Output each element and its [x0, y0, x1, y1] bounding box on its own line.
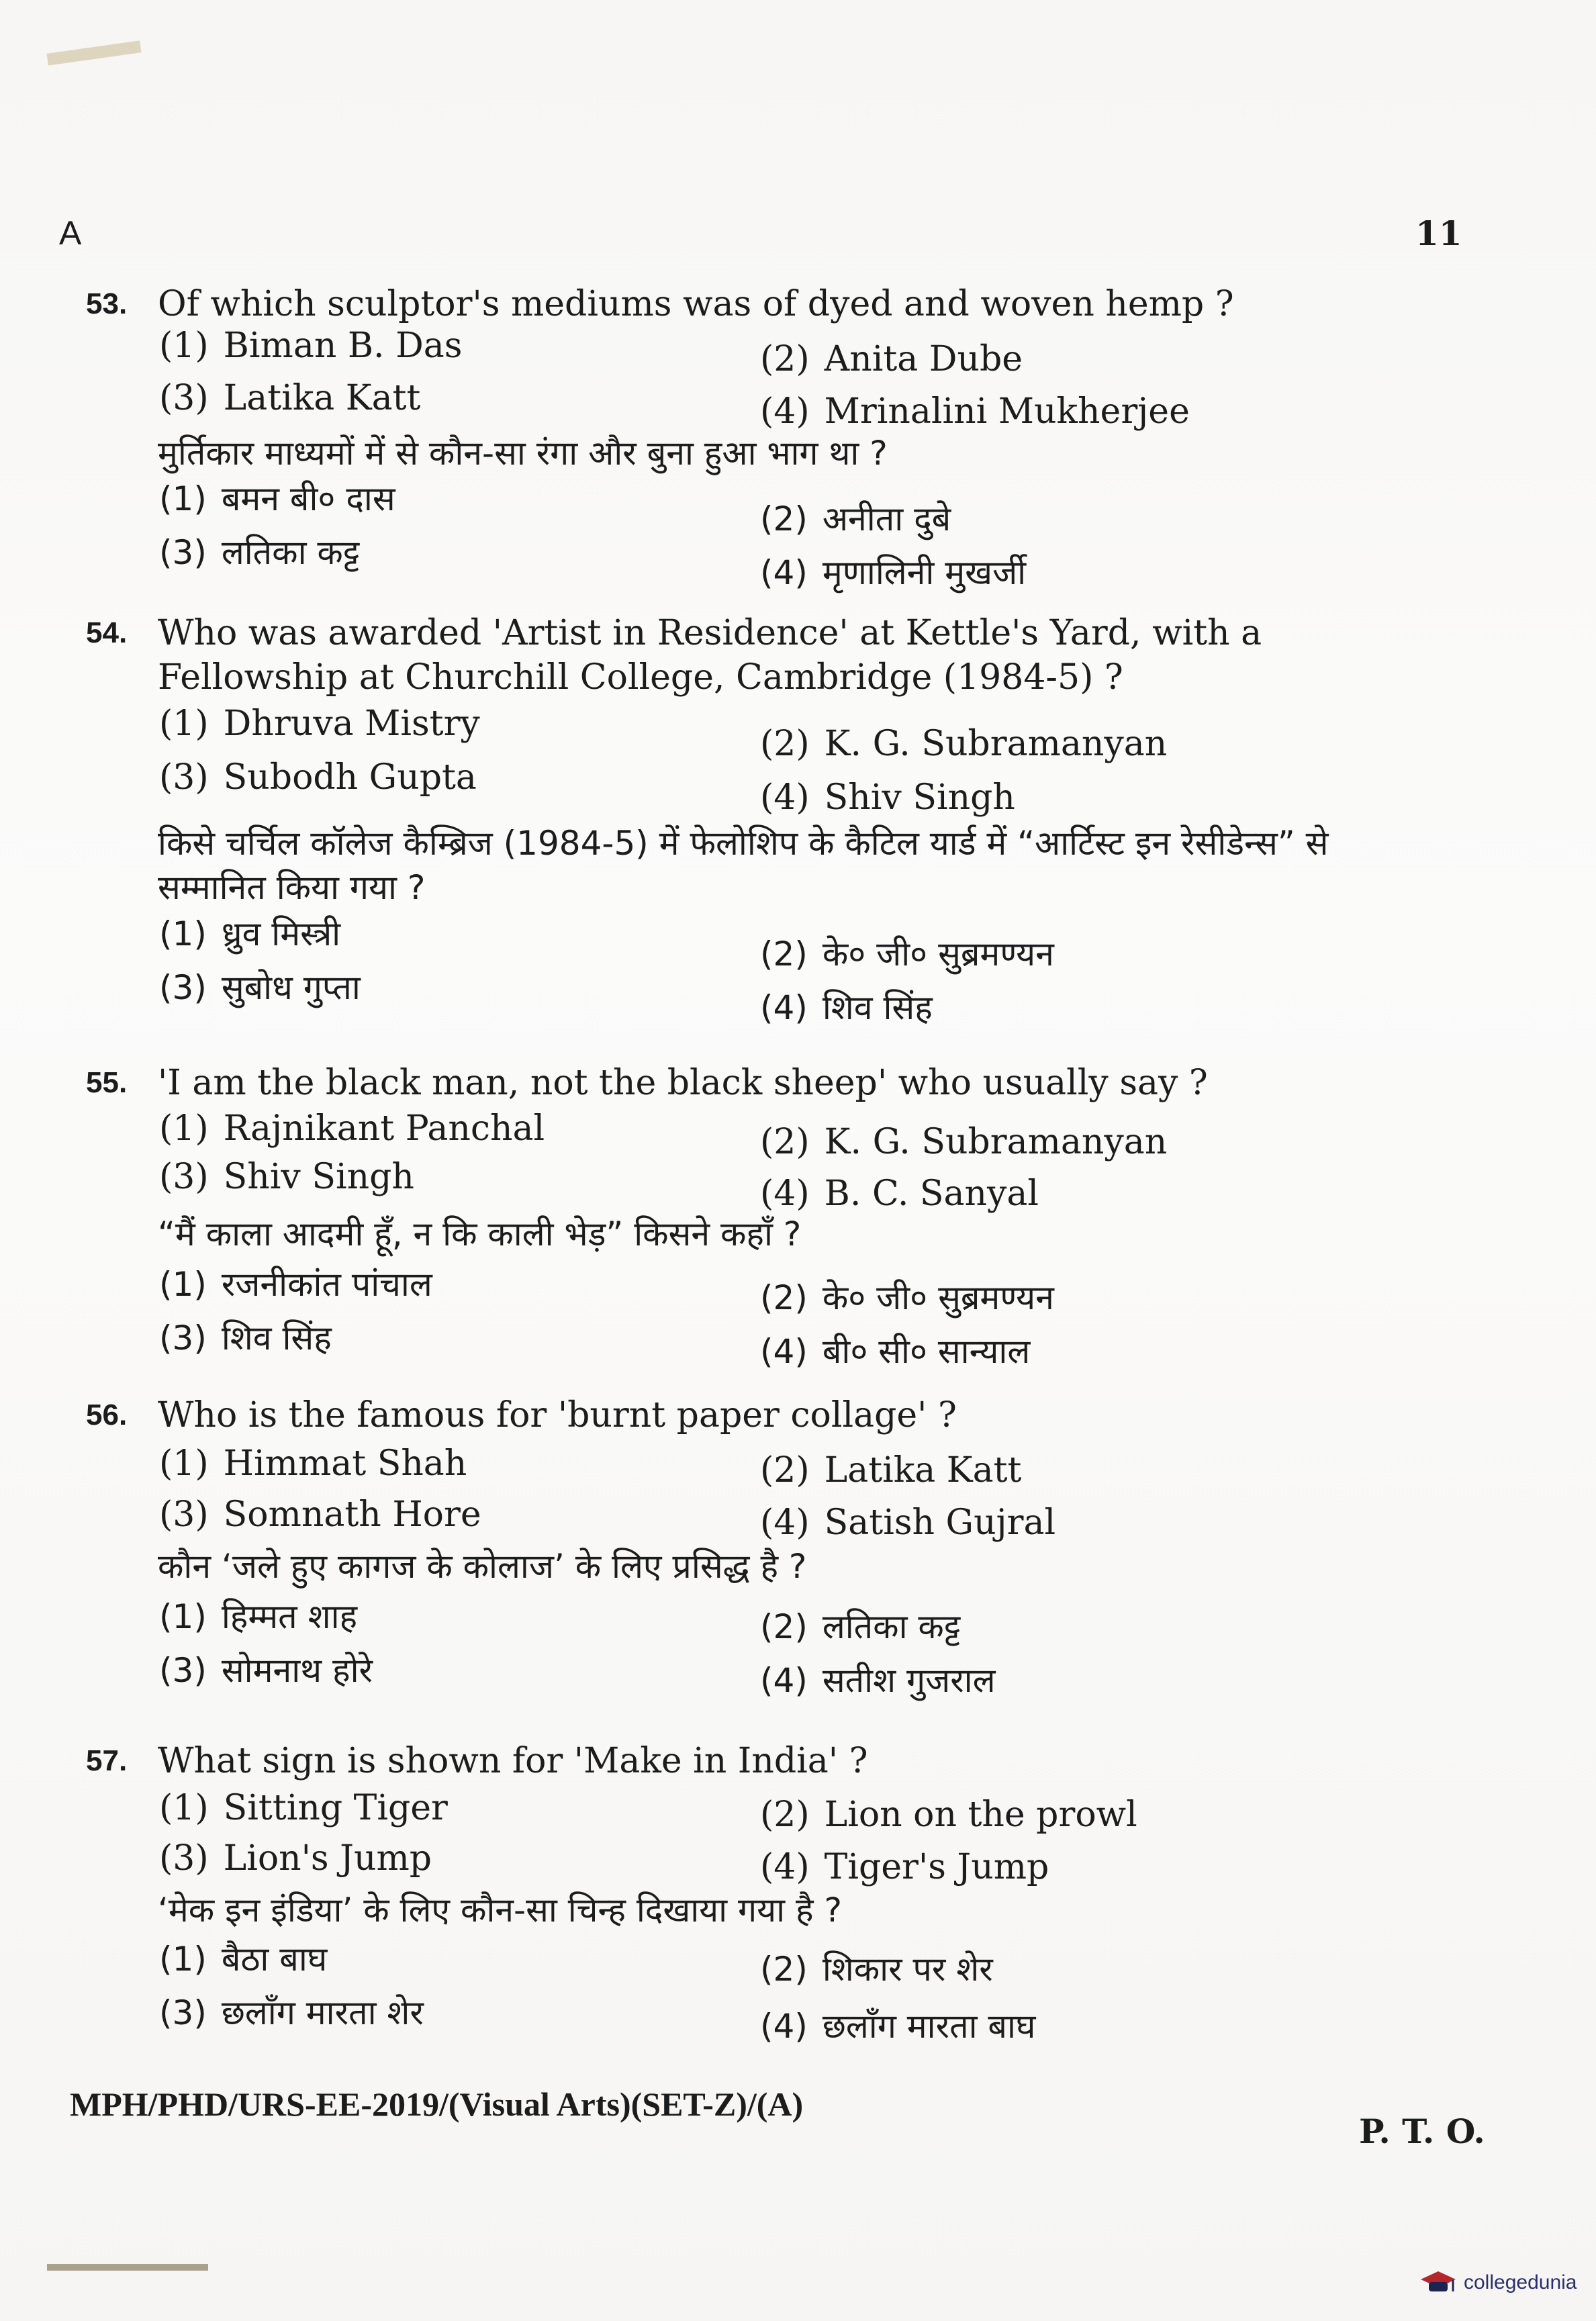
option-3-hi: (3) सुबोध गुप्ता: [159, 968, 361, 1007]
option-3-hi: (3) सोमनाथ होरे: [159, 1651, 373, 1690]
question-number: 56.: [86, 1399, 128, 1431]
option-3-hi: (3) शिव सिंह: [159, 1319, 332, 1358]
scan-artifact: [46, 40, 141, 65]
option-2-en: (2) K. G. Subramanyan: [760, 1122, 1168, 1162]
option-3-en: (3) Shiv Singh: [159, 1157, 414, 1197]
question-text-hi: ‘मेक इन इंडिया’ के लिए कौन-सा चिन्ह दिखाया गया है ?: [158, 1891, 843, 1930]
option-1-en: (1) Sitting Tiger: [159, 1788, 448, 1828]
option-4-hi: (4) मृणालिनी मुखर्जी: [760, 553, 1027, 592]
question-text-en: Who is the famous for 'burnt paper collage' ?: [158, 1395, 957, 1435]
option-2-en: (2) Lion on the prowl: [760, 1795, 1137, 1835]
option-2-hi: (2) अनीता दुबे: [760, 500, 951, 538]
option-1-hi: (1) बैठा बाघ: [159, 1940, 328, 1979]
set-letter: A: [59, 214, 82, 252]
question-text-hi: “मैं काला आदमी हूँ, न कि काली भेड़” किसने कहाँ ?: [158, 1215, 802, 1253]
scan-artifact: [47, 2264, 208, 2271]
option-3-en: (3) Latika Katt: [159, 378, 421, 418]
option-1-en: (1) Rajnikant Panchal: [159, 1108, 545, 1149]
option-2-hi: (2) के० जी० सुब्रमण्यन: [760, 935, 1054, 974]
page-number: 11: [1415, 214, 1462, 253]
option-1-en: (1) Dhruva Mistry: [159, 704, 480, 744]
option-1-hi: (1) रजनीकांत पांचाल: [159, 1265, 432, 1304]
option-2-en: (2) K. G. Subramanyan: [760, 724, 1168, 764]
question-number: 55.: [86, 1066, 128, 1099]
option-4-en: (4) B. C. Sanyal: [760, 1174, 1039, 1214]
option-2-en: (2) Latika Katt: [760, 1450, 1022, 1490]
question-text-hi: मुर्तिकार माध्यमों में से कौन-सा रंगा और बुना हुआ भाग था ?: [158, 434, 888, 473]
option-4-hi: (4) शिव सिंह: [760, 988, 933, 1027]
option-2-en: (2) Anita Dube: [760, 339, 1023, 379]
logo-text: collegedunia: [1464, 2271, 1577, 2293]
question-text-en: What sign is shown for 'Make in India' ?: [158, 1741, 868, 1781]
option-4-en: (4) Shiv Singh: [760, 777, 1015, 818]
option-4-hi: (4) सतीश गुजराल: [760, 1661, 996, 1700]
option-1-hi: (1) हिम्मत शाह: [159, 1597, 358, 1636]
option-3-en: (3) Somnath Hore: [159, 1495, 481, 1535]
option-1-en: (1) Biman B. Das: [159, 326, 463, 366]
question-text-en: Of which sculptor's mediums was of dyed and woven hemp ?: [158, 284, 1234, 324]
question-number: 57.: [86, 1744, 128, 1777]
option-4-en: (4) Satish Gujral: [760, 1503, 1056, 1543]
option-2-hi: (2) के० जी० सुब्रमण्यन: [760, 1278, 1054, 1317]
paper-code: MPH/PHD/URS-EE-2019/(Visual Arts)(SET-Z)/(A): [70, 2085, 804, 2123]
option-4-en: (4) Mrinalini Mukherjee: [760, 391, 1190, 432]
option-4-hi: (4) बी० सी० सान्याल: [760, 1332, 1031, 1371]
option-2-hi: (2) लतिका कट्ट: [760, 1607, 961, 1646]
option-1-hi: (1) बमन बी० दास: [159, 479, 395, 518]
question-number: 54.: [86, 616, 128, 649]
question-text-hi: कौन ‘जले हुए कागज के कोलाज’ के लिए प्रसिद्ध है ?: [158, 1547, 807, 1586]
option-1-en: (1) Himmat Shah: [159, 1443, 467, 1484]
option-3-hi: (3) लतिका कट्ट: [159, 533, 360, 572]
option-3-en: (3) Lion's Jump: [159, 1838, 432, 1879]
question-text-hi: किसे चर्चिल कॉलेज कैम्ब्रिज (1984-5) में फेलोशिप के कैटिल यार्ड में “आर्टिस्ट इन रेसीडेन्स” से सम्मानित किया गया ?: [158, 824, 1329, 907]
graduation-cap-icon: [1418, 2266, 1458, 2300]
option-2-hi: (2) शिकार पर शेर: [760, 1950, 993, 1989]
question-text-en: 'I am the black man, not the black sheep' who usually say ?: [158, 1063, 1208, 1103]
question-number: 53.: [86, 287, 128, 320]
collegedunia-logo: [1418, 2266, 1577, 2300]
option-4-hi: (4) छलाँग मारता बाघ: [760, 2007, 1036, 2046]
option-4-en: (4) Tiger's Jump: [760, 1847, 1049, 1887]
please-turn-over: P. T. O.: [1359, 2112, 1485, 2151]
question-text-en: Who was awarded 'Artist in Residence' at Kettle's Yard, with a Fellowship at Churchill College, Cambridge (1984-5) ?: [158, 613, 1262, 698]
option-3-en: (3) Subodh Gupta: [159, 757, 477, 798]
option-1-hi: (1) ध्रुव मिस्त्री: [159, 914, 341, 953]
option-3-hi: (3) छलाँग मारता शेर: [159, 1993, 424, 2032]
